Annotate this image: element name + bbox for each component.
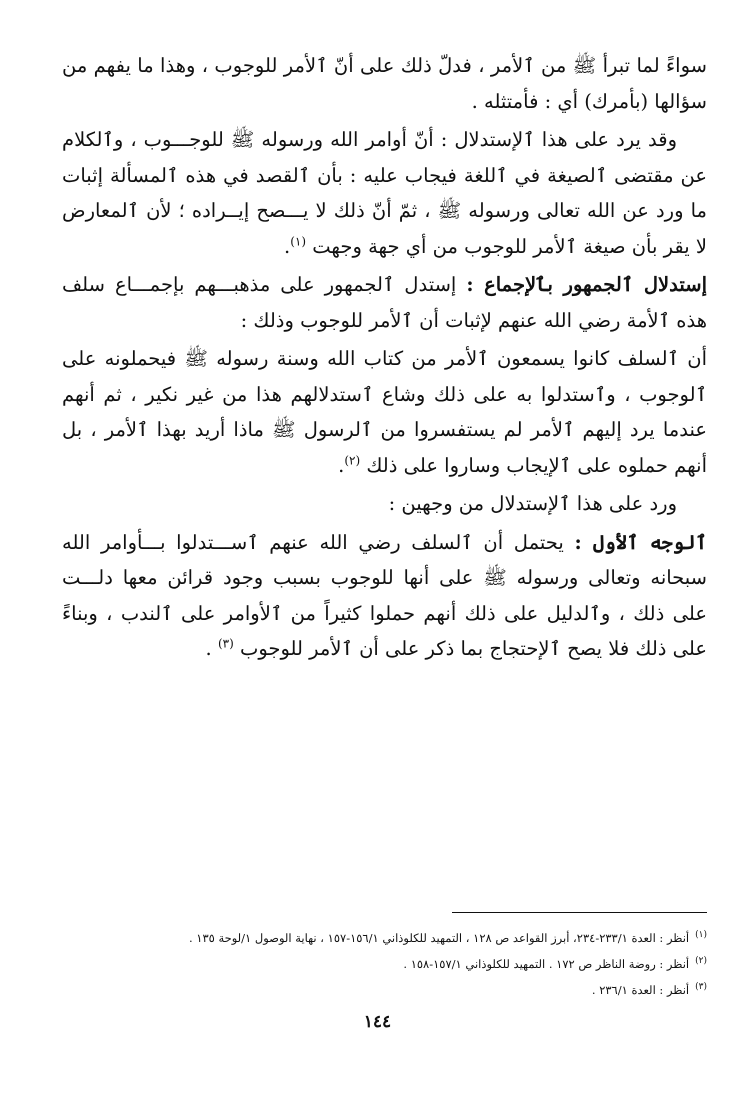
section-heading: إستدلال ٱلجمهور بٱلإجماع : [466, 273, 707, 296]
footnote-text: أنظر : روضة الناظر ص ١٧٢ . التمهيد للكلوذاني ١٥٧/١-١٥٨ . [403, 956, 690, 971]
paragraph-5 [62, 486, 707, 522]
paragraph-1 [62, 48, 707, 119]
paragraph-4 [62, 341, 707, 483]
main-text [62, 48, 707, 667]
paragraph-tail: . [205, 637, 212, 660]
section-heading: ٱلوجه ٱلأول : [574, 530, 707, 554]
paragraph-text: سواءً لما تبرأ ﷺ من ٱلأمر ، فدلّ ذلك على أنّ ٱلأمر للوجوب ، وهذا ما يفهم من سؤالها (بأمرك) أي : فأمتثله . [62, 54, 707, 113]
paragraph-tail: . [338, 453, 345, 477]
footnotes [67, 924, 707, 1001]
paragraph-text: ورد على هذا ٱلإستدلال من وجهين : [388, 492, 677, 515]
footnote-ref: (٢) [344, 453, 361, 467]
footnote-ref: (٣) [217, 636, 234, 651]
footnote-1 [67, 924, 707, 950]
footnote-3 [67, 976, 707, 1002]
paragraph-text: وقد يرد على هذا ٱلإستدلال : أنّ أوامر الله ورسوله ﷺ للوجـــوب ، وٱلكلام عن مقتضى ٱلصيغة في ٱللغة فيجاب عليه : بأن ٱلقصد في هذه ٱلمسألة إثبات ما ورد عن الله تعالى ورسوله ﷺ ، ثمّ أنّ ذلك لا يـــصح إيــراده ؛ لأن ٱلمعارض لا يقر بأن صيغة ٱلأمر للوجوب من أي جهة وجهت [62, 128, 707, 258]
footnote-2 [67, 950, 707, 976]
footnote-number: (٢) [695, 955, 707, 966]
paragraph-text: أن ٱلسلف كانوا يسمعون ٱلأمر من كتاب الله وسنة رسوله ﷺ فيحملونه على ٱلوجوب ، وٱستدلوا به على ذلك وشاع ٱستدلالهم هذا من غير نكير ، ثم أنهم عندما يرد إليهم ٱلأمر لم يستفسروا من ٱلرسول ﷺ ماذا أريد بهذا ٱلأمر ، بل أنهم حملوه على ٱلإيجاب وساروا على ذلك [62, 347, 707, 477]
footnote-number: (٣) [695, 981, 707, 992]
paragraph-2: وقد يرد على هذا ٱلإستدلال : أنّ أوامر الله ورسوله ﷺ للوجـــوب ، وٱلكلام عن مقتضى ٱلصيغة في ٱللغة فيجاب عليه : بأن ٱلقصد في هذه ٱلمسألة إثبات ما ورد عن الله تعالى ورسوله ﷺ ، ثمّ أنّ ذلك لا يـــصح إيــراده ؛ لأن ٱلمعارض لا يقر بأن صيغة ٱلأمر للوجوب من أي جهة وجهت $^{(١)}$. [62, 128, 707, 258]
paragraph-text: إستدل ٱلجمهور على مذهبـــهم بإجمـــاع سلف هذه ٱلأمة رضي الله عنهم لإثبات أن ٱلأمر للوجوب وذلك : [62, 273, 707, 332]
footnote-divider [452, 912, 707, 913]
footnote-text: أنظر : العدة ٢٣٣/١-٢٣٤، أبرز القواعد ص ١٢٨ ، التمهيد للكلوذاني ١٥٦/١-١٥٧ ، نهاية الوصول ١/لوحة ١٣٥ . [188, 930, 690, 945]
footnote-text: أنظر : العدة ٢٣٦/١ . [591, 982, 690, 997]
page-number: ١٤٤ [363, 1012, 392, 1032]
paragraph-6 [62, 525, 707, 667]
footnote-number: (١) [695, 930, 707, 940]
paragraph-text: يحتمل أن ٱلسلف رضي الله عنهم ٱســـتدلوا بـــأوامر الله سبحانه وتعالى ورسوله ﷺ على أنها للوجوب بسبب وجود قرائن معها دلـــت على ذلك ، وٱلدليل على ذلك أنهم حملوا كثيراً من ٱلأوامر على ٱلندب ، وبناءً على ذلك فلا يصح ٱلإحتجاج بما ذكر على أن ٱلأمر للوجوب [62, 530, 707, 660]
footnote-ref: (١) [290, 234, 307, 248]
paragraph-3 [62, 267, 707, 338]
